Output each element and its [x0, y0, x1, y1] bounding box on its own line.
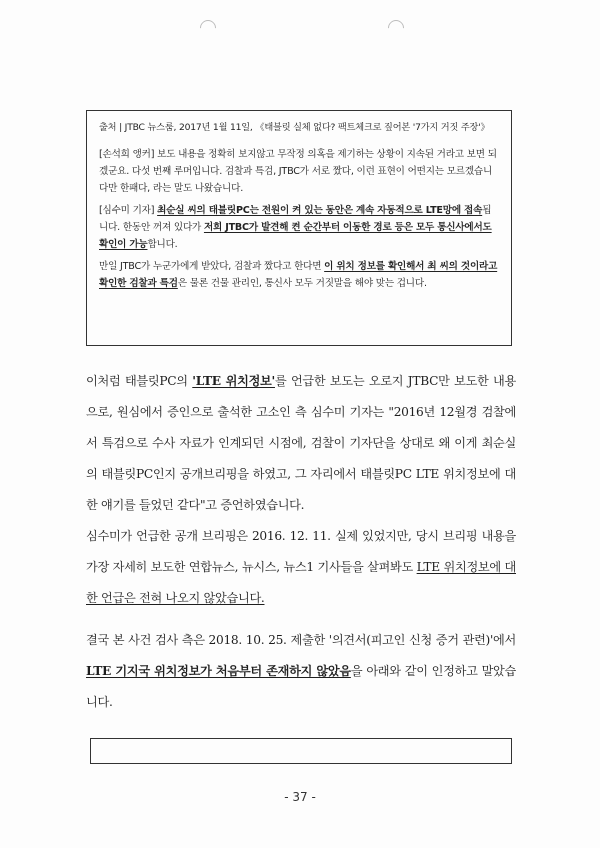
underlined-text: 이 위치 정보를 확인해서 최 씨의 것이라고 확인한 검찰과 특검	[99, 261, 498, 289]
body-paragraph-3	[86, 625, 516, 718]
underlined-text: 저희 JTBC가 발견해 켠 순간부터 이동한 경로 등은 모두 통신사에서도 확인이 가능	[99, 222, 492, 250]
quote-paragraph-3	[99, 258, 499, 292]
body-text: 심수미가 언급한 공개 브리핑은 2016. 12. 11. 실제 있었지만, 당시 브리핑 내용을 가장 자세히 보도한 연합뉴스, 뉴시스, 뉴스1 기사들을 살펴봐도	[86, 529, 516, 574]
quote-box	[86, 110, 512, 346]
body-paragraph-2	[86, 521, 516, 614]
quote-paragraph-2	[99, 202, 499, 253]
body-text: 를 언급한 보도는 오로지 JTBC만 보도한 내용으로, 원심에서 증인으로 출석한 고소인 측 심수미 기자는 "2016년 12월경 검찰에서 특검으로 수사 자료가 인계되던 시점에, 검찰이 기자단을 상대로 왜 이게 최순실의 태블릿PC인지 공개브리핑을 하였고, 그 자리에서 태블릿PC LTE 위치정보에 대한 얘기를 들었던 같다"고 증언하였습니다.	[86, 374, 516, 512]
body-text: 이처럼 태블릿PC의	[86, 374, 193, 388]
quote-text: 만일 JTBC가 누군가에게 받았다, 검찰과 짰다고 한다면	[99, 261, 325, 272]
quote-text: 은 물론 건물 관리인, 통신사 모두 거짓말을 해야 맞는 겁니다.	[177, 278, 427, 289]
quote-source: 출처 | JTBC 뉴스룸, 2017년 1월 11일, 《태블릿 실체 없다? 팩트체크로 짚어본 '7가지 거짓 주장'》	[99, 122, 490, 133]
quote-text: 됩니다. 한동안 꺼져 있다가	[99, 205, 492, 233]
body-text: 을 아래와 같이 인정하고 말았습니다.	[86, 664, 516, 709]
underlined-text: LTE 기지국 위치정보가 처음부터 존재하지 않았음	[86, 664, 351, 678]
quote-paragraph-1: [손석희 앵커] 보도 내용을 정확히 보지않고 무작정 의혹을 제기하는 상황이 지속된 거라고 보면 되겠군요. 다섯 번째 루머입니다. 검찰과 특검, JTBC가 서로 짰다, 이런 표현이 어떤지는 모르겠습니다만 한패다, 라는 말도 나왔습니다.	[99, 149, 497, 194]
page-number: - 37 -	[284, 790, 316, 804]
body-text: 결국 본 사건 검사 측은 2018. 10. 25. 제출한 '의견서(피고인 신청 증거 관련)'에서	[86, 633, 516, 647]
quote-text: 합니다.	[147, 239, 178, 250]
speaker-label: [심수미 기자]	[99, 205, 158, 216]
underlined-text: 'LTE 위치정보'	[192, 374, 275, 388]
body-paragraph-1	[86, 366, 516, 521]
underlined-text: 최순실 씨의 태블릿PC는 전원이 켜 있는 동안은 계속 자동적으로 LTE망에 접속	[157, 205, 483, 216]
underlined-text: LTE 위치정보에 대한 언급은 전혀 나오지 않았습니다.	[86, 560, 516, 605]
punch-hole-right	[385, 17, 408, 40]
empty-box	[90, 738, 512, 764]
punch-hole-left	[197, 17, 220, 40]
